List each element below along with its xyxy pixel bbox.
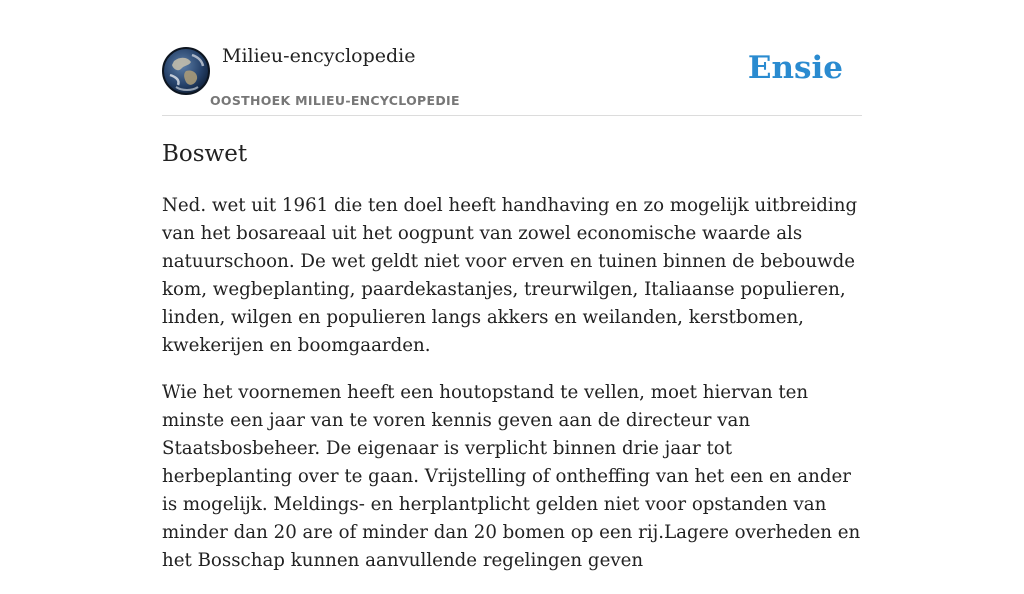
site-title[interactable]: Milieu-encyclopedie <box>222 45 416 67</box>
site-subtitle[interactable]: OOSTHOEK MILIEU-ENCYCLOPEDIE <box>210 93 460 108</box>
article-body <box>162 192 862 594</box>
brand-logo[interactable]: Ensie <box>747 50 843 86</box>
earth-globe-icon[interactable] <box>162 47 210 95</box>
page-title: Boswet <box>162 141 248 167</box>
article-paragraph: Ned. wet uit 1961 die ten doel heeft handhaving en zo mogelijk uitbreiding van het bosareaal uit het oogpunt van zowel economische waarde als natuurschoon. De wet geldt niet voor erven en tuinen binnen de bebouwde kom, wegbeplanting, paardekastanjes, treurwilgen, Italiaanse populieren, linden, wilgen en populieren langs akkers en weilanden, kerstbomen, kwekerijen en boomgaarden. <box>162 195 858 356</box>
article-paragraph: Wie het voornemen heeft een houtopstand te vellen, moet hiervan ten minste een jaar van te voren kennis geven aan de directeur van Staatsbosbeheer. De eigenaar is verplicht binnen drie jaar tot herbeplanting over te gaan. Vrijstelling of ontheffing van het een en ander is mogelijk. Meldings- en herplantplicht gelden niet voor opstanden van minder dan 20 are of minder dan 20 bomen op een rij.Lagere overheden en het Bosschap kunnen aanvullende regelingen geven <box>162 382 861 571</box>
site-header <box>162 40 862 116</box>
